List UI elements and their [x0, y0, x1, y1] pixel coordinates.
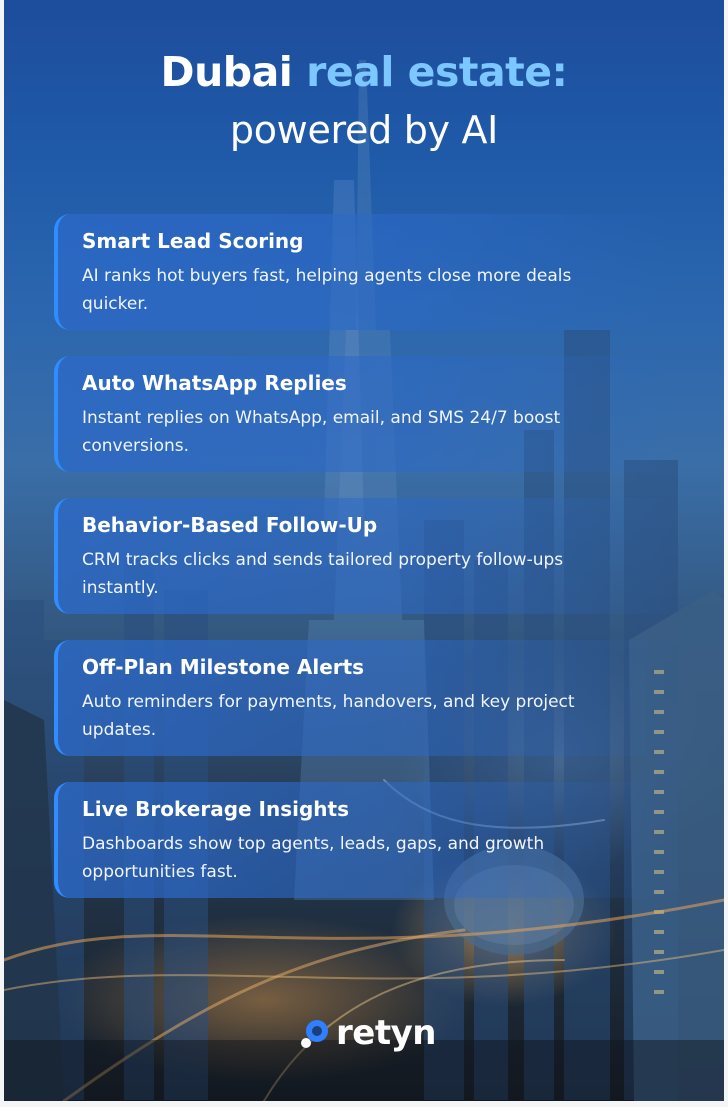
title-main-text: Dubai	[160, 48, 307, 96]
feature-card-off-plan-milestone-alerts	[54, 640, 674, 756]
title-accent-text: real estate:	[306, 48, 568, 96]
feature-description: Instant replies on WhatsApp, email, and SMS 24/7 boost conversions.	[82, 408, 561, 456]
retyn-logo	[300, 1010, 440, 1056]
feature-title: Auto WhatsApp Replies	[82, 371, 347, 395]
feature-card-live-brokerage-insights	[54, 782, 674, 898]
feature-title: Behavior-Based Follow-Up	[82, 513, 378, 537]
feature-title: Off-Plan Milestone Alerts	[82, 655, 365, 679]
feature-card-auto-whatsapp-replies	[54, 356, 674, 472]
feature-title: Live Brokerage Insights	[82, 797, 350, 821]
page-subtitle: powered by AI	[229, 108, 499, 152]
feature-title: Smart Lead Scoring	[82, 229, 304, 253]
feature-description: CRM tracks clicks and sends tailored property follow-ups instantly.	[82, 550, 564, 598]
retyn-logo-icon	[300, 1018, 330, 1048]
feature-card-behavior-based-follow-up	[54, 498, 674, 614]
logo-text: retyn	[336, 1013, 436, 1053]
feature-description: AI ranks hot buyers fast, helping agents close more deals quicker.	[82, 266, 572, 314]
infographic-poster	[4, 0, 724, 1101]
feature-description: Dashboards show top agents, leads, gaps, and growth opportunities fast.	[82, 834, 545, 882]
feature-card-smart-lead-scoring	[54, 214, 674, 330]
feature-description: Auto reminders for payments, handovers, and key project updates.	[82, 692, 575, 740]
page-title	[4, 46, 724, 98]
